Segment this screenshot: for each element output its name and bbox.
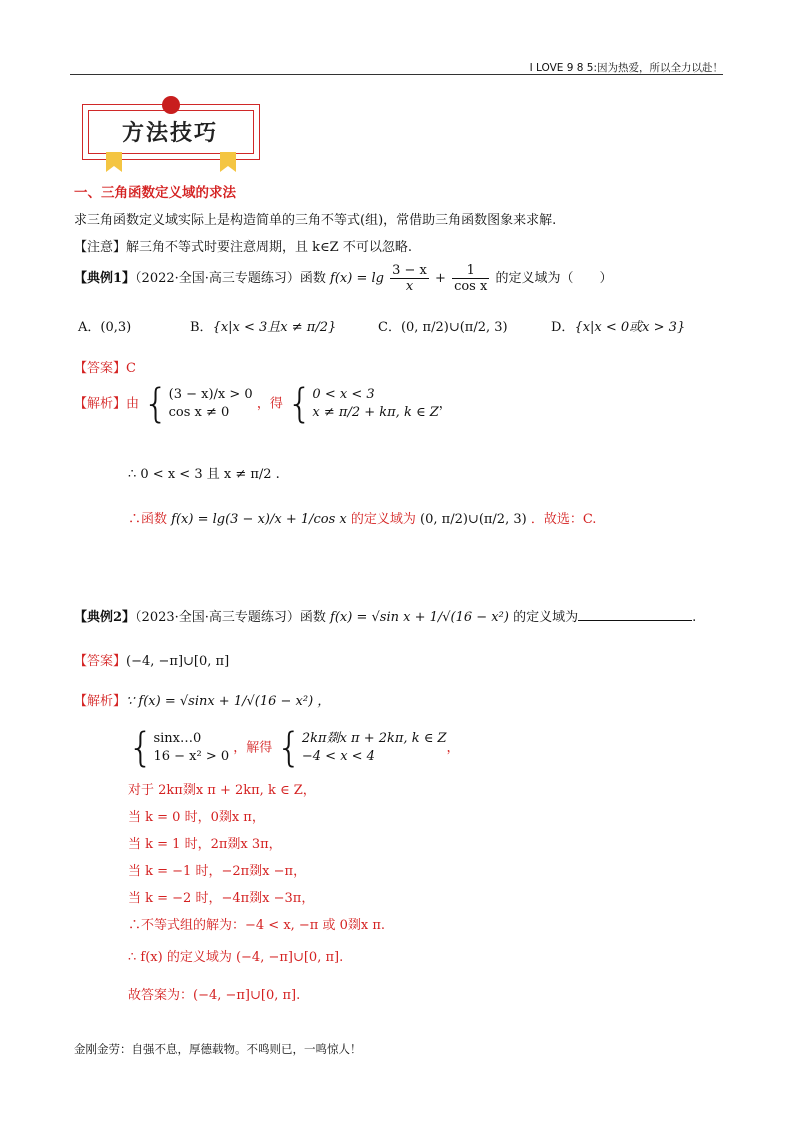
- frac-den: cos x: [454, 279, 488, 294]
- frac-den: x: [405, 279, 414, 294]
- example2-analysis: [74, 690, 330, 709]
- answer-label: 【答案】: [74, 654, 127, 669]
- section-heading: 一、三角函数定义域的求法: [74, 185, 236, 201]
- system-row: 0 < x < 3: [312, 387, 375, 402]
- analysis-got: ，得: [256, 396, 283, 412]
- ribbon-right-icon: [220, 152, 236, 172]
- analysis-because: ∵ f(x) = √sinx + 1/√(16 − x²) ，: [126, 694, 331, 709]
- badge-title: 方法技巧: [121, 121, 218, 146]
- footer-text: 金刚金劳：自强不息，厚德载物。不鸣则已，一鸣惊人！: [74, 1042, 362, 1056]
- example2-line6: ∴不等式组的解为：−4 < x, −π 或 0剟x π.: [128, 918, 386, 933]
- option-value: {x|x < 3且x ≠ π/2}: [212, 320, 337, 335]
- system-row: cos x ≠ 0: [168, 405, 230, 420]
- example1-tail: 的定义域为（ ）: [495, 271, 613, 286]
- inequality-system-2: [312, 386, 438, 422]
- option-value: {x|x < 0或x > 3}: [574, 320, 686, 335]
- plus-sign: +: [435, 271, 446, 286]
- example2-line1: 对于 2kπ剟x π + 2kπ, k ∈ Z，: [128, 783, 316, 798]
- frac-num: 1: [452, 263, 489, 279]
- left-brace-icon: {: [143, 381, 169, 427]
- left-brace-icon: {: [276, 725, 302, 771]
- answer-value: (−4, −π]∪[0, π]: [126, 654, 230, 669]
- frac-num: 3 − x: [392, 263, 427, 278]
- example1-frac1: [390, 263, 429, 294]
- inequality-system-2: [302, 730, 447, 766]
- example2-system: [128, 725, 460, 771]
- example1-frac2: [452, 263, 489, 294]
- system-row: (3 − x)/x > 0: [168, 387, 253, 402]
- option-label: B．: [190, 320, 213, 335]
- option-value: (0,3): [100, 320, 132, 335]
- step2-func: f(x) = lg(3 − x)/x + 1/cos x: [171, 512, 347, 527]
- example2-func: f(x) = √sin x + 1/√(16 − x²): [330, 610, 509, 625]
- comma: ，: [446, 740, 460, 756]
- example2-tail: 的定义域为: [513, 610, 579, 625]
- comma: ，: [438, 396, 452, 412]
- note-label: 【注意】: [74, 240, 127, 255]
- method-badge: [82, 96, 260, 160]
- note-text: 解三角不等式时要注意周期，且 k∈Z 不可以忽略.: [126, 240, 412, 255]
- step2-pre: ∴函数: [128, 512, 168, 527]
- example2-line7: ∴ f(x) 的定义域为 (−4, −π]∪[0, π].: [128, 950, 344, 965]
- example1-step1: ∴ 0 < x < 3 且 x ≠ π/2 .: [128, 467, 280, 482]
- note: [74, 236, 412, 255]
- example1-step2: [128, 508, 596, 527]
- badge-dot-icon: [162, 96, 180, 114]
- system-row: x ≠ π/2 + kπ, k ∈ Z: [312, 405, 439, 420]
- option-label: C．: [378, 320, 401, 335]
- example2-answer: [74, 650, 229, 669]
- example2-line2: 当 k = 0 时，0剟x π，: [128, 810, 265, 825]
- example2-stem: [74, 606, 696, 625]
- intro-text: 求三角函数定义域实际上是构造简单的三角不等式(组)，常借助三角函数图象来求解.: [74, 213, 557, 228]
- system-row: −4 < x < 4: [301, 749, 375, 764]
- example1-source: （2022·全国·高三专题练习）函数: [135, 271, 326, 286]
- example2-line3: 当 k = 1 时，2π剟x 3π，: [128, 837, 282, 852]
- system-row: sinx…0: [153, 731, 202, 746]
- header-text: I LOVE 9 8 5:因为热爱，所以全力以赴！: [529, 62, 723, 74]
- analysis-label: 【解析】: [74, 396, 127, 412]
- analysis-label: 【解析】: [74, 694, 127, 709]
- step2-domain: (0, π/2)∪(π/2, 3): [420, 512, 527, 527]
- example1-answer: [74, 357, 136, 376]
- system-row: 2kπ剟x π + 2kπ, k ∈ Z: [301, 731, 447, 746]
- ribbon-left-icon: [106, 152, 122, 172]
- example2-line5: 当 k = −2 时，−4π剟x −3π，: [128, 891, 315, 906]
- header-rule: [70, 74, 723, 75]
- step2-mid: 的定义域为: [350, 512, 416, 527]
- option-label: D．: [551, 320, 575, 335]
- example1-func-prefix: f(x) = lg: [330, 271, 384, 286]
- analysis-solve: ，解得: [233, 740, 273, 756]
- analysis-by: 由: [126, 396, 140, 412]
- answer-value: C: [126, 361, 136, 376]
- step2-post: ．故选：C.: [530, 512, 597, 527]
- example2-line4: 当 k = −1 时，−2π剟x −π，: [128, 864, 307, 879]
- example1-analysis: [74, 381, 452, 427]
- period: .: [692, 610, 697, 625]
- example2-source: （2023·全国·高三专题练习）函数: [135, 610, 326, 625]
- option-label: A．: [78, 320, 101, 335]
- left-brace-icon: {: [286, 381, 313, 427]
- example2-line8: 故答案为：(−4, −π]∪[0, π].: [128, 988, 301, 1003]
- option-d: [551, 316, 685, 335]
- left-brace-icon: {: [128, 725, 154, 771]
- option-a: [78, 316, 131, 335]
- option-value: (0, π/2)∪(π/2, 3): [400, 320, 508, 335]
- inequality-system-1: [169, 386, 253, 422]
- option-c: [378, 316, 508, 335]
- example2-label: 【典例2】: [74, 610, 136, 625]
- inequality-system-1: [153, 730, 229, 766]
- example1-stem: [74, 262, 612, 296]
- system-row: 16 − x² > 0: [153, 749, 230, 764]
- answer-label: 【答案】: [74, 361, 127, 376]
- option-b: [190, 316, 336, 335]
- answer-blank: [578, 608, 692, 621]
- example1-label: 【典例1】: [74, 271, 136, 286]
